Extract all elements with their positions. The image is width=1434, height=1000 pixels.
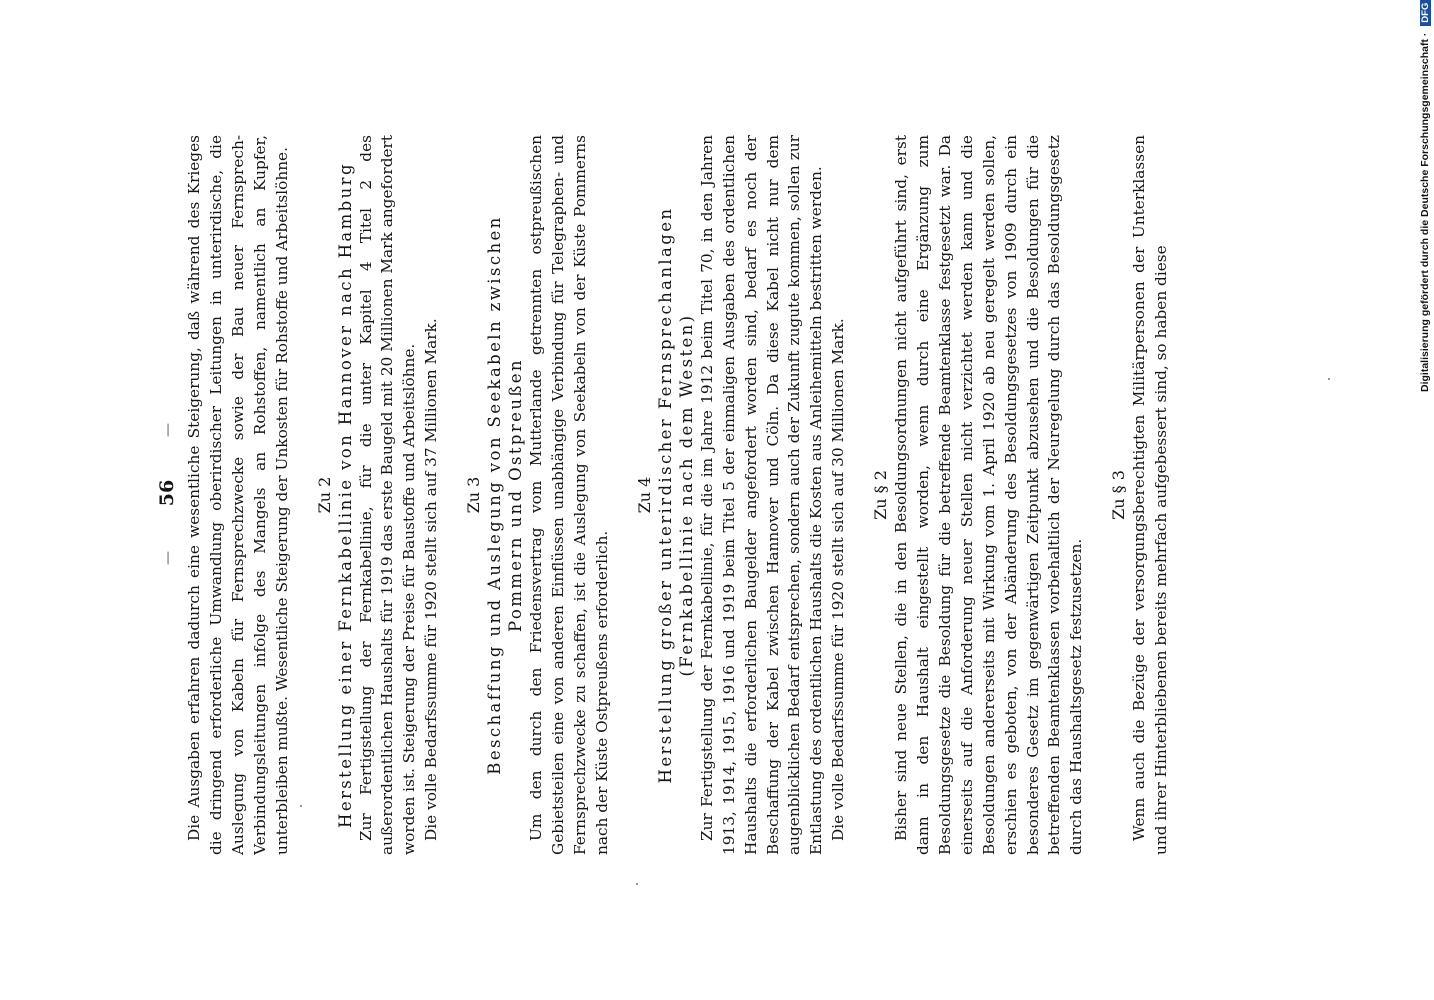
rotated-document-page xyxy=(152,135,1282,855)
section-paragraph-2-heading: Zu § 2 xyxy=(871,470,891,520)
section-zu-4-title-line-1: Herstellung großer unterirdischer Fernsprechanlagen xyxy=(655,206,675,784)
page-body xyxy=(184,135,1173,855)
section-zu-4-paragraph-1: Zur Fertigstellung der Fernkabellinie, für die im Jahre 1912 beim Titel 70, in den Jahren 1913, 1914, 1915, 1916 und 1919 beim Titel 5 der einmaligen Ausgaben des ordentlichen Haushalts die erforderlichen Baugelder angefordert worden sind, bedarf es noch der Beschaffung der Kabel zwischen Hannover und Cöln. Da diese Kabel nicht nur dem augenblicklichen Bedarf entsprechen, sondern auch der Zukunft zugute kommen, sollen zur Entlastung des ordentlichen Haushalts die Kosten aus Anleihemitteln bestritten werden. xyxy=(697,135,826,855)
section-zu-3-title-line-2: Pommern und Ostpreußen xyxy=(506,358,526,632)
section-paragraph-2 xyxy=(871,135,1088,855)
section-paragraph-3-heading: Zu § 3 xyxy=(1109,470,1129,520)
section-zu-2-title: Herstellung einer Fernkabellinie von Hannover nach Hamburg xyxy=(335,162,355,828)
header-dash-right: — xyxy=(160,423,176,437)
section-zu-4-paragraph-2: Die volle Bedarfssumme für 1920 stellt sich auf 30 Millionen Mark. xyxy=(829,318,848,841)
dfg-logo: DFG xyxy=(1420,0,1431,26)
section-zu-4-heading: Zu 4 xyxy=(634,476,654,514)
section-zu-2-heading: Zu 2 xyxy=(314,476,334,514)
header-dash-left: — xyxy=(160,551,176,565)
section-zu-4-title-line-2: (Fernkabellinie nach dem Westen) xyxy=(676,313,696,677)
section-zu-3-heading: Zu 3 xyxy=(464,476,484,514)
section-zu-3-paragraph-1: Um den durch den Friedensvertrag vom Mutterlande getrennten ostpreußischen Gebietsteilen eine von anderen Einflüssen unabhängige Verbindung für Telegraphen- und Fernsprechzwecke zu schaffen, ist die Auslegung von Seekabeln von der Küste Pommerns nach der Küste Ostpreußens erforderlich. xyxy=(527,135,611,855)
section-zu-2-paragraph-1: Zur Fertigstellung der Fernkabellinie, für die unter Kapitel 4 Titel 2 des außerordentlichen Haushalts für 1919 das erste Baugeld mit 20 Millionen Mark angefordert worden ist. Steigerung der Preise für Baustoffe und Arbeitslöhne. xyxy=(356,135,419,855)
section-paragraph-3-text: Wenn auch die Bezüge der versorgungsberechtigten Militärpersonen der Unterklassen und ihrer Hinterbliebenen bereits mehrfach aufgebessert sind, so haben diese xyxy=(1130,135,1171,855)
section-zu-2 xyxy=(315,135,444,855)
section-paragraph-2-text: Bisher sind neue Stellen, die in den Besoldungsordnungen nicht aufgeführt sind, erst dann in den Haushalt eingestellt worden, wenn durch eine Ergänzung zum Besoldungsgesetze die Besoldung für die betreffende Beamtenklasse festgesetzt war. Da einerseits auf die Anforderung neuer Stellen nicht verzichtet werden kann und die Besoldungen andererseits mit Wirkung vom 1. April 1920 ab neu geregelt werden sollen, erschien es geboten, von der Abänderung des Besoldungsgesetzes von 1909 durch ein besonderes Gesetz im gegenwärtigen Zeitpunkt abzusehen und die Besoldungen für die betreffenden Beamtenklassen vorbehaltlich der Neuregelung durch das Besoldungsgesetz durch das Haushaltsgesetz festzusetzen. xyxy=(892,135,1086,855)
section-zu-2-paragraph-2: Die volle Bedarfssumme für 1920 stellt sich auf 37 Millionen Mark. xyxy=(422,318,441,841)
intro-paragraph: Die Ausgaben erfahren dadurch eine wesentliche Steigerung, daß während des Krieges die dringend erforderliche Umwandlung oberirdischer Leitungen in unterirdische, die Auslegung von Kabeln für Fernsprechzwecke sowie der Bau neuer Fernsprech-Verbindungsleitungen infolge des Mangels an Rohstoffen, namentlich an Kupfer, unterbleiben mußte. Wesentliche Steigerung der Unkosten für Rohstoffe und Arbeitslöhne. xyxy=(185,135,291,855)
scan-speck xyxy=(636,883,638,885)
scan-speck xyxy=(300,805,302,807)
section-zu-4 xyxy=(635,135,850,855)
section-zu-3 xyxy=(464,135,614,855)
section-paragraph-3 xyxy=(1109,135,1173,855)
dfg-credit-text: Digitalisierung gefördert durch die Deutsche Forschungsgemeinschaft · xyxy=(1419,32,1431,392)
section-zu-3-title-line-1: Beschaffung und Auslegung von Seekabeln zwischen xyxy=(485,215,505,775)
page-number: 56 xyxy=(156,479,178,507)
scan-speck xyxy=(1328,378,1330,380)
dfg-credit-line xyxy=(1419,0,1431,392)
